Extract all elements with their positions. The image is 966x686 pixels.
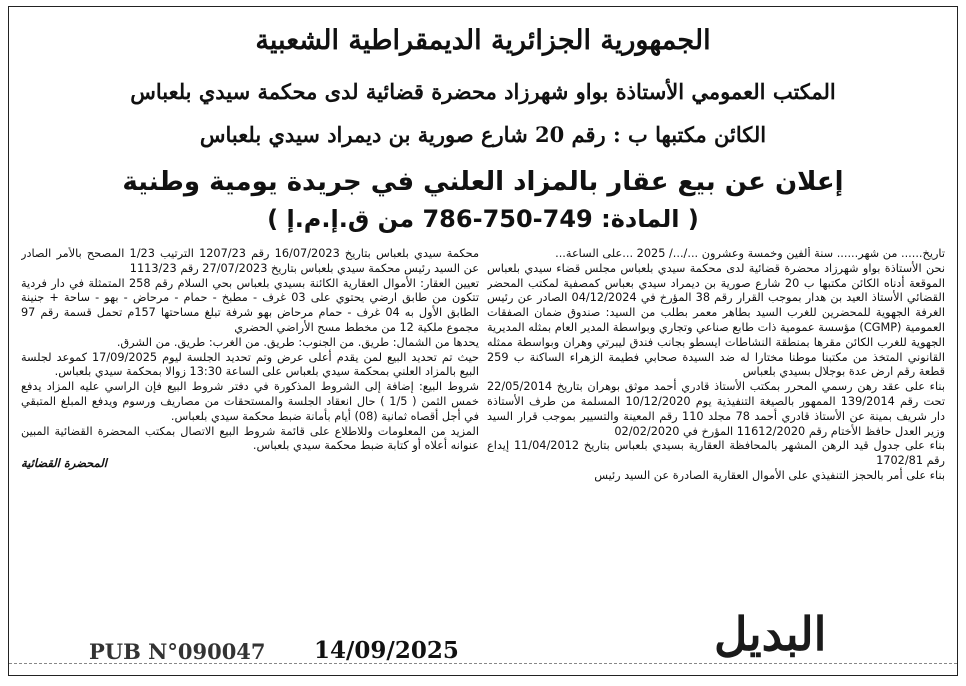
paragraph: نحن الأستاذة بواو شهرزاد محضرة قضائية لدى محكمة سيدي بلعباس مجلس قضاء سيدي بلعباس الموقعة أدناه الكائن مكتبها ب 20 شارع صورية بن ديمراد سيدي بعباس كمصفية لمكتب المحضر القضائي الأستاذ العيد بن هدار بموجب القرار رقم 38 المؤرخ في 04/12/2024 الصادر عن رئيس الغرفة الجهوية للمحضرين للغرب السيد بطاهر معمر بطلب من السيد: صندوق ضمان الصفقات العمومية (CGMP) مؤسسة عمومية ذات طابع صناعي وتجاري وبواسطة المدير العام بمثله المديرية الجهوية للغرب الكائن مقرها بمنطقة النشاطات ايسطو بجانب فندق ليبرتي وهران وبواسطة ممثله القانوني المتخذ من مكتبنا موطنا مختارا له ضد السيدة صحابي فطيمة الزهراء الساكنة ب 259 قطعة رقم ارض عدة بوجلال بسيدي بلعباس <box>487 261 945 379</box>
paragraph: بناء على أمر بالحجز التنفيذي على الأموال العقارية الصادرة عن السيد رئيس <box>594 468 945 482</box>
notice-title: إعلان عن بيع عقار بالمزاد العلني في جريدة يومية وطنية <box>122 167 844 197</box>
republic-heading: الجمهورية الجزائرية الديمقراطية الشعبية <box>255 25 711 56</box>
paragraph: بناء على عقد رهن رسمي المحرر بمكتب الأستاذ قادري أحمد موثق بوهران بتاريخ 22/05/2014 تحت رقم 139/2014 الممهور بالصيغة التنفيذية يوم 10/12/2020 المسلمة من طرف الأستاذة دار شريف بمينة عن الأستاذ قادري أحمد 78 مجلد 110 رقم المعينة والتسيير بموجب قرار السيد وزير العدل حافظ الأختام رقم 11612/2020 المؤرخ في 02/02/2020 <box>487 380 945 438</box>
bailiff-signature: المحضرة القضائية <box>21 456 107 471</box>
paragraph: محكمة سيدي بلعباس بتاريخ 16/07/2023 رقم 1207/23 الترتيب 1/23 المصحح بالأمر الصادر عن السيد رئيس محكمة سيدي بلعباس بتاريخ 27/07/2023 رقم 1113/23 <box>21 247 479 275</box>
footer-divider <box>9 663 957 664</box>
legal-notice-page <box>8 6 958 676</box>
paragraph: يحدها من الشمال: طريق. من الجنوب: طريق. من الغرب: طريق. من الشرق. <box>116 335 479 349</box>
office-heading: المكتب العمومي الأستاذة بواو شهرزاد محضرة قضائية لدى محكمة سيدي بلعباس <box>130 79 836 104</box>
publication-number: PUB N°090047 <box>89 639 266 664</box>
paragraph: تاريخ...... من شهر...... سنة ألفين وخمسة وعشرون .../.../ 2025 ...على الساعة... <box>555 247 945 260</box>
paragraph: حيث تم تحديد البيع لمن يقدم أعلى عرض وتم تحديد الجلسة ليوم 17/09/2025 كموعد لجلسة البيع بالمزاد العلني بمحكمة سيدي بلعباس على الساعة 13:30 زوالا بمحكمة سيدي بلعباس. <box>21 350 479 379</box>
address-heading: الكائن مكتبها ب : رقم 20 شارع صورية بن ديمراد سيدي بلعباس <box>199 122 767 147</box>
newspaper-logo: البديل <box>714 607 827 661</box>
publication-date: 14/09/2025 <box>314 637 459 664</box>
paragraph: بناء على جدول قيد الرهن المشهر بالمحافظة العقارية بسيدي بلعباس بتاريخ 11/04/2012 إيداع رقم 1702/81 <box>487 439 945 468</box>
paragraph: شروط البيع: إضافة إلى الشروط المذكورة في دفتر شروط البيع فإن الراسي عليه المزاد يدفع خمس الثمن ( 1/5 ) حال انعقاد الجلسة والمستحقات من مصاريف ورسوم ويدفع المبلغ المتبقي في أجل أقصاه ثمانية (08) أيام بأمانة ضبط محكمة سيدي بلعباس. <box>21 380 479 423</box>
left-text-column <box>21 247 479 587</box>
paragraph: تعيين العقار: الأموال العقارية الكائنة بسيدي بلعباس بحي السلام رقم 258 المتمثلة في دار فردية تتكون من طابق ارضي يحتوي على 03 غرف - مطبخ - حمام - مرحاض - بهو - ساحة + جنينة الطابق الأول به 04 غرف - حمام مرحاض بهو شرفة تبلغ مساحتها 157م تحمل قسمة رقم 97 مجموع ملكية 12 من مخطط مسح الأراضي الحضري <box>21 276 479 334</box>
paragraph: المزيد من المعلومات وللاطلاع على قائمة شروط البيع الاتصال بمكتب المحضرة القضائية المبين عنوانه أعلاه أو كتابة ضبط محكمة سيدي بلعباس. <box>21 424 479 453</box>
right-text-column <box>487 247 945 589</box>
article-reference: ( المادة: 749-750-786 من ق.إ.م.إ ) <box>267 205 699 233</box>
